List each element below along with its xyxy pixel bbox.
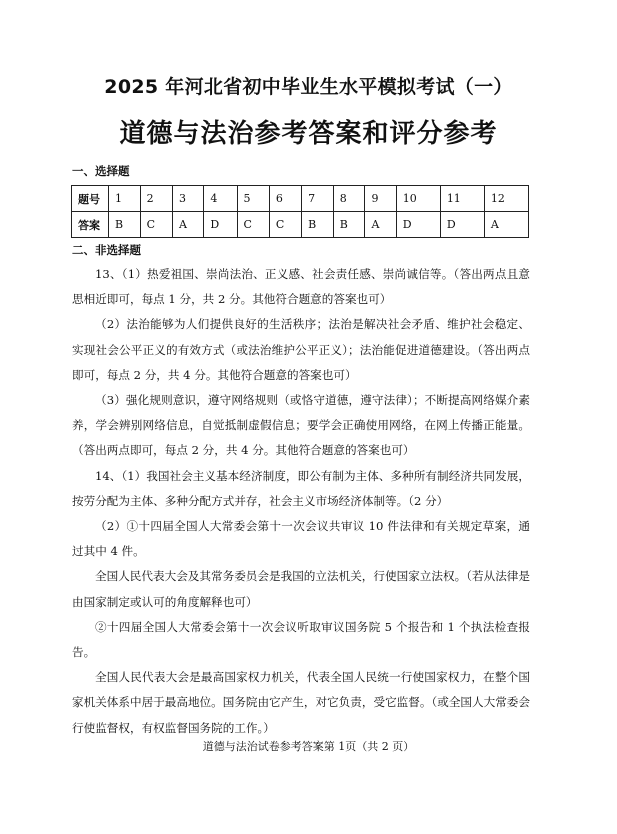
exam-title: 2025 年河北省初中毕业生水平模拟考试（一） [104,76,513,98]
question-number: 5 [237,186,269,212]
answer-cell: B [109,212,141,238]
answer-paragraph: 全国人民代表大会及其常务委员会是我国的立法机关，行使国家立法权。（若从法律是由国家制定或认可的角度解释也可） [72,569,530,609]
question-number: 2 [140,186,172,212]
answer-cell: D [396,212,440,238]
answer-cell: C [237,212,269,238]
table-row-answers [72,212,529,238]
question-number: 10 [396,186,440,212]
table-row-numbers [72,186,529,212]
answer-cell: D [440,212,484,238]
answer-cell: B [302,212,334,238]
answer-cell: C [269,212,301,238]
section-heading-multiple-choice: 一、选择题 [72,164,130,178]
page-footer: 道德与法治试卷参考答案第 1页（共 2 页） [202,740,415,753]
question-number: 3 [172,186,203,212]
row-label-answers: 答案 [72,212,109,238]
answer-cell: A [365,212,396,238]
question-number: 1 [109,186,141,212]
answer-paragraph: ②十四届全国人大常委会第十一次会议听取审议国务院 5 个报告和 1 个执法检查报告。 [72,619,530,660]
answer-cell: A [484,212,528,238]
question-number: 11 [440,186,484,212]
answer-paragraph: （3）强化规则意识，遵守网络规则（或恪守道德，遵守法律）；不断提高网络媒介素养，学会辨别网络信息，自觉抵制虚假信息；要学会正确使用网络，在网上传播正能量。（答出两点即可，每点 2 分，共 4 分。其他符合题意的答案也可） [72,393,530,458]
answer-paragraph: 13、（1）热爱祖国、崇尚法治、正义感、社会责任感、崇尚诚信等。（答出两点且意思相近即可，每点 1 分，共 2 分。其他符合题意的答案也可） [72,267,530,307]
document-subtitle: 道德与法治参考答案和评分参考 [119,119,498,149]
answer-paragraph: 全国人民代表大会是最高国家权力机关，代表全国人民统一行使国家权力，在整个国家机关体系中居于最高地位。国务院由它产生，对它负责，受它监督。（或全国人大常委会行使监督权，有权监督国务院的工作。） [72,670,530,735]
answer-cell: B [333,212,365,238]
question-number: 12 [484,186,528,212]
question-number: 4 [204,186,237,212]
section-heading-non-choice: 二、非选择题 [72,243,141,257]
answer-paragraph: （2）①十四届全国人大常委会第十一次会议共审议 10 件法律和有关规定草案，通过其中 4 件。 [72,519,530,559]
question-number: 8 [333,186,365,212]
answer-cell: D [204,212,237,238]
answer-body [72,262,530,741]
row-label-numbers: 题号 [72,186,109,212]
question-number: 7 [302,186,334,212]
answer-cell: C [140,212,172,238]
answer-table [71,185,529,238]
answer-cell: A [172,212,203,238]
answer-paragraph: 14、（1）我国社会主义基本经济制度，即公有制为主体、多种所有制经济共同发展，按劳分配为主体、多种分配方式并存，社会主义市场经济体制等。（2 分） [72,468,530,508]
question-number: 9 [365,186,396,212]
answer-paragraph: （2）法治能够为人们提供良好的生活秩序；法治是解决社会矛盾、维护社会稳定、实现社会公平正义的有效方式（或法治维护公平正义）；法治能促进道德建设。（答出两点即可，每点 2 分，共 4 分。其他符合题意的答案也可） [72,317,530,382]
question-number: 6 [269,186,301,212]
